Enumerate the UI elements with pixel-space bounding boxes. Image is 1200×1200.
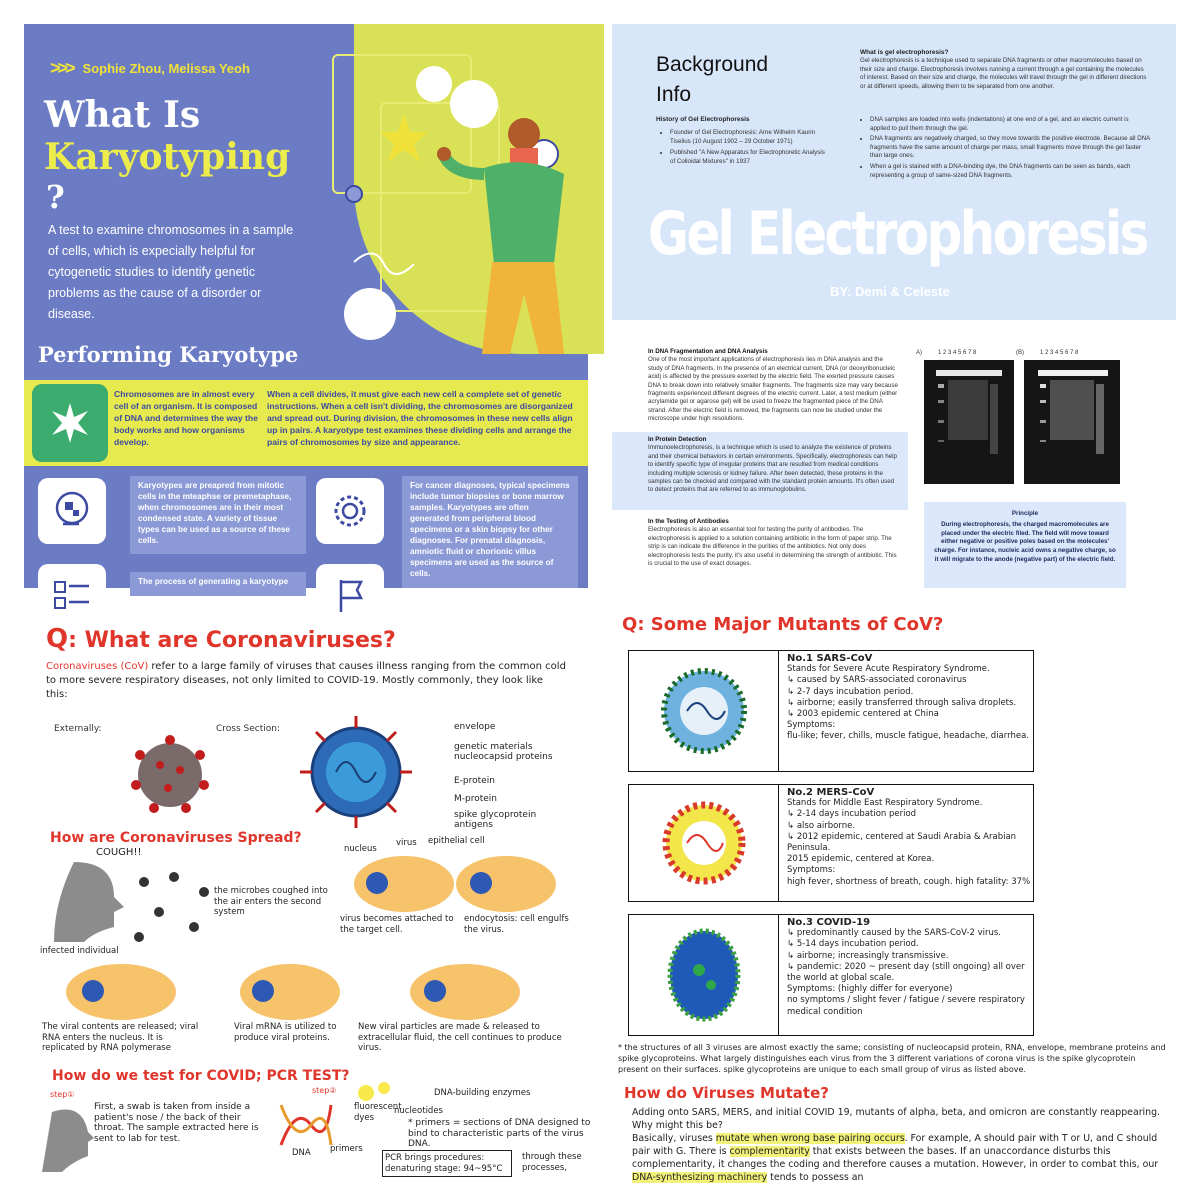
- definition-text: refer to a large family of viruses that causes illness ranging from the common cold to more severe respiratory diseases, not only limited to COVID-19. Mostly commonly, they look like this:: [46, 661, 566, 700]
- mutant-box-sars: [628, 650, 1034, 772]
- intro-text: A test to examine chromosomes in a sample of cells, which is expecially helpful for cytogenetic studies to identify genetic problems as the cause of a disorder or disease.: [48, 223, 294, 321]
- pcr-stage-box: PCR brings procedures: denaturing stage: 94~95°C: [382, 1150, 512, 1177]
- title-line-1: What Is: [44, 94, 201, 136]
- section-heading: Performing Karyotype: [38, 342, 299, 367]
- question-title: [622, 614, 943, 635]
- antibody-section: [648, 518, 898, 568]
- card-text-3: The process of generating a karyotype: [130, 572, 306, 596]
- virus-label: virus: [396, 838, 417, 848]
- step-3-text: The viral contents are released; viral RNA enters the nucleus. It is replicated by RNA polymerase: [42, 1022, 199, 1053]
- question-text: : What are Coronaviruses?: [68, 628, 396, 653]
- authors: Sophie Zhou, Melissa Yeoh: [82, 61, 250, 76]
- structure-note: * the structures of all 3 viruses are almost exactly the same; consisting of nucleocapsid protein, RNA, envelope, membrane proteins and spike glycoproteins. What largely distinguishes each virus from the 3 different variations of corona virus is the spike glycoprotein present on their surfaces. spike glycoproteins are unique to each small group of virus as listed above.: [618, 1043, 1166, 1074]
- cov-mutants-notes: [612, 612, 1176, 1183]
- background-info-title: Background Info: [656, 53, 769, 106]
- protein-section: [648, 436, 898, 495]
- big-title: Gel Electrophoresis: [648, 199, 1147, 269]
- section-heading: In DNA Fragmentation and DNA Analysis: [648, 348, 768, 355]
- band-text-1: Chromosomes are in almost every cell of an organism. It is composed of DNA and determines the way the body works and how organisms develop.: [114, 389, 258, 447]
- q-mark: Q: [622, 614, 638, 635]
- section-text: One of the most important applications of electrophoresis lies in DNA analysis and the study of DNA fragments. In the presence of an electrical current, DNA (or deoxyribonucleic acid) is affected by the pressure exerted by the electric field. The exerted pressure causes DNA to break down into relatively smaller fragments. The fragments size may vary because fragments experienced different degrees of the electric current. Later, a test medium (either acrylamide gel or agarose gel) will be used to freeze the fragmented piece of the DNA strand. After the electric field is removed, the fragments can now be studied under the microscope under high resolutions.: [648, 356, 898, 423]
- part-label: envelope: [454, 722, 496, 732]
- nucleus-label: nucleus: [344, 844, 377, 854]
- box-title: No.1 SARS-CoV: [787, 653, 873, 664]
- text-span: tends to possess an: [767, 1172, 864, 1183]
- band-text-2: When a cell divides, it must give each new cell a complete set of genetic instructions. When a cell isn't dividing, the chromosomes are disorganized and spread out. During division, the chromosomes in these new cells align up in pairs. A karyotype test examines these dividing cells and arrange the pairs of chromosomes by size and appearance.: [267, 389, 573, 447]
- box-line: ↳ also airborne.: [787, 820, 856, 831]
- infected-label: infected individual: [40, 946, 119, 956]
- primers-label: primers: [330, 1144, 363, 1154]
- question-title: [46, 624, 396, 654]
- box-text: [787, 787, 1032, 888]
- box-text: [787, 653, 1032, 743]
- cough-text: COUGH!!: [96, 847, 142, 858]
- box-title: No.3 COVID-19: [787, 917, 871, 928]
- box-line: ↳ 2-14 days incubation period: [787, 809, 917, 820]
- gel-image-a: [924, 360, 1014, 484]
- box-line: Symptoms: (highly differ for everyone): [787, 984, 953, 995]
- part-label: spike glycoprotein antigens: [454, 810, 537, 830]
- how-heading: How do Viruses Mutate?: [624, 1084, 829, 1102]
- step-4-text: Viral mRNA is utilized to produce viral proteins.: [234, 1022, 337, 1043]
- swab-person-illustration: [42, 1102, 102, 1172]
- definition: [46, 660, 566, 702]
- through-text: through these processes,: [522, 1152, 582, 1173]
- by-line: BY: Demi & Celeste: [830, 284, 950, 299]
- step-2-text: endocytosis: cell engulfs the virus.: [464, 914, 569, 935]
- card-text-1: Karyotypes are preapred from mitotic cells in the mteaphse or premetaphase, when chromosomes are in their most condensed state. A variety of tissue types can be used as a source of these cells.: [130, 476, 306, 554]
- cell-nucleus: [424, 980, 446, 1002]
- highlighted-text: DNA-synthesizing machinery: [632, 1172, 768, 1183]
- part-label: M-protein: [454, 794, 498, 804]
- pcr-heading: How do we test for COVID; PCR TEST?: [52, 1068, 350, 1084]
- covid19-virus-illustration: [629, 915, 779, 1035]
- nucleotides-label: nucleotides: [394, 1106, 443, 1116]
- list-item: • When a gel is stained with a DNA-binding dye, the DNA fragments can be seen as bands, each representing a group of same-sized DNA fragments.: [870, 163, 1150, 180]
- arrows-icon: >>>: [50, 58, 73, 78]
- puzzle-head-icon: [38, 478, 106, 544]
- section-text: Immunoelectrophoresis, is a technique which is used to analyze the existence of proteins and their chemical behaviors in certain environments. Specifically, electrophoresis can help to identify specific type of irregular proteins that are resulted from medical conditions including multiple sclerosis or kidney failure. After been detected, these proteins in the samples can be checked and compared with the standard protein amounts. It's often used to detect proteins that are referred to as immunoglobulins.: [648, 444, 897, 494]
- karyotyping-poster: [24, 24, 588, 588]
- box-line: Symptoms:: [787, 720, 836, 731]
- author-row: [50, 58, 250, 79]
- what-list: [860, 116, 1150, 182]
- virus-cross-section-illustration: [296, 712, 416, 832]
- spread-note: the microbes coughed into the air enters the second system: [214, 886, 328, 917]
- fluorescent-label: fluorescent dyes: [354, 1102, 402, 1123]
- mutant-box-mers: [628, 784, 1034, 902]
- what-text: Gel electrophoresis is a technique used to separate DNA fragments or other macromolecules based on their size and charge. Electrophoresis involves running a current through a gel containing the molecules of interest. Based on their size and charge, the molecules will travel through the gel in different directions or at different speeds, allowing them to be separated from one another.: [860, 57, 1147, 90]
- gel-electrophoresis-cover: [612, 24, 1176, 320]
- person-illustration: [314, 44, 584, 364]
- step-1-text: virus becomes attached to the target cell.: [340, 914, 454, 935]
- section-heading: In the Testing of Antibodies: [648, 518, 729, 525]
- title-line-2: Karyotyping: [44, 136, 291, 178]
- principle-heading: Principle: [1011, 510, 1039, 517]
- text-span: . For example, A should pair with T or U, and C should pair with G. There is: [632, 1133, 1158, 1157]
- principle-box: [924, 502, 1126, 588]
- how-paragraph-2: [632, 1132, 1172, 1184]
- box-line: ↳ caused by SARS-associated coronavirus: [787, 675, 967, 686]
- box-line: ↳ 2012 epidemic, centered at Saudi Arabia & Arabian Peninsula.: [787, 831, 1017, 854]
- section-heading: In Protein Detection: [648, 436, 707, 443]
- cell-nucleus: [470, 872, 492, 894]
- mers-virus-illustration: [629, 785, 779, 901]
- list-item: • DNA fragments are negatively charged, so they move towards the positive electrode. Because all DNA fragments have the same amount of charge per mass, small fragments move through the gel faster than large ones.: [870, 135, 1150, 161]
- pcr-step-1-text: First, a swab is taken from inside a patient's nose / the back of their throat. The sample extracted here is sent to lab for test.: [94, 1102, 259, 1144]
- history-heading: History of Gel Electrophoresis: [656, 116, 750, 123]
- gel-a-label: A): [916, 350, 922, 356]
- gel-b-lanes: 1 2 3 4 5 6 7 8: [1040, 350, 1079, 356]
- definition-term: Coronaviruses (CoV): [46, 661, 149, 672]
- box-line: ↳ pandemic: 2020 ~ present day (still ongoing) all over the world at global scale.: [787, 961, 1025, 984]
- airborne-virus-particles: [124, 862, 224, 952]
- card-text-2: For cancer diagnoses, typical specimens include tumor biopsies or bone marrow samples. Karyotypes are often generated from peripheral blood specimens or a skin biopsy for other diagnoses. For prenatal diagnosis, amniotic fluid or chorionic villus specimens are used as the source of cells.: [402, 476, 578, 588]
- primers-definition: * primers = sections of DNA designed to bind to characteristic parts of the virus DNA.: [408, 1118, 591, 1149]
- how-text: [632, 1106, 1172, 1184]
- box-line: Stands for Middle East Respiratory Syndrome.: [787, 798, 983, 809]
- how-paragraph-1: Adding onto SARS, MERS, and initial COVID 19, mutants of alpha, beta, and omicron are constantly reappearing. Why might this be?: [632, 1107, 1161, 1131]
- externally-label: Externally:: [54, 724, 102, 734]
- enzymes-label: DNA-building enzymes: [434, 1088, 531, 1098]
- pcr-step-1-label: step①: [50, 1090, 75, 1099]
- question-text: : Some Major Mutants of CoV?: [637, 614, 944, 635]
- principle-text: During electrophoresis, the charged macromolecules are placed under the electric filed. The field will move toward either negative or positive poles based on the molecules' charge. For instance, nucleic acid owns a negative charge, so it will migrate to the anode (negative part) of the electric field.: [934, 520, 1116, 563]
- gel-b-label: (B): [1016, 350, 1024, 356]
- part-label: E-protein: [454, 776, 495, 786]
- gel-applications: [612, 332, 1176, 588]
- box-text: [787, 917, 1032, 1018]
- fragmentation-section: [648, 348, 898, 424]
- box-line: ↳ 2-7 days incubation period.: [787, 686, 914, 697]
- coronavirus-notes: [24, 612, 591, 1176]
- text-span: that exists between the bases. If an unaccordance disturbs this complementarity, it changes the coding and therefore causes a mutation. However, in order to combat this, our: [632, 1146, 1159, 1170]
- box-line: Symptoms:: [787, 865, 836, 876]
- list-item: • Published "A New Apparatus for Electrophoretic Analysis of Colloidal Mixtures" in 1937: [670, 148, 827, 166]
- highlighted-text: mutate when wrong base pairing occurs: [715, 1133, 905, 1144]
- section-text: Electrophoresis is also an essential tool for testing the purity of antibodies. The electrophoresis is applied to a solution containing antibiotic in the form of paper strip. The strip is can indicate the difference in the purities of the antibiotics. Not only does electrophoresis tests the purity, it's also useful in determining the strength of antibiotic. This is crucial to the use of exact dosages.: [648, 526, 897, 568]
- dna-label: DNA: [292, 1148, 311, 1158]
- q-mark: Q: [46, 624, 69, 654]
- cell-nucleus: [366, 872, 388, 894]
- box-line: Stands for Severe Acute Respiratory Syndrome.: [787, 664, 990, 675]
- box-line: ↳ airborne; increasingly transmissive.: [787, 950, 949, 961]
- sars-virus-illustration: [629, 651, 779, 771]
- epithelial-label: epithelial cell: [428, 836, 485, 846]
- box-line: ↳ airborne; easily transferred through saliva droplets.: [787, 697, 1017, 708]
- box-line: high fever, shortness of breath, cough. high fatality: 37%: [787, 876, 1031, 887]
- part-label: genetic materials nucleocapsid proteins: [454, 742, 553, 762]
- gel-image-b: [1024, 360, 1120, 484]
- virus-exterior-illustration: [120, 730, 220, 820]
- highlighted-text: complementarity: [729, 1146, 810, 1157]
- dna-icon: [276, 1100, 336, 1150]
- history-list: [662, 128, 827, 168]
- step-5-text: New viral particles are made & released to extracellular fluid, the cell continues to produce virus.: [358, 1022, 562, 1053]
- title-line-3: ?: [46, 178, 65, 216]
- list-item: • DNA samples are loaded into wells (indentations) at one end of a gel, and an electric current is applied to pull them through the gel.: [870, 116, 1150, 133]
- box-title: No.2 MERS-CoV: [787, 787, 875, 798]
- box-line: ↳ predominantly caused by the SARS-CoV-2 virus.: [787, 928, 1001, 939]
- cell-nucleus: [82, 980, 104, 1002]
- gel-a-lanes: 1 2 3 4 5 6 7 8: [938, 350, 977, 356]
- box-line: no symptoms / slight fever / fatigue / severe respiratory medical condition: [787, 995, 1025, 1017]
- what-heading: What is gel electrophoresis?: [860, 49, 949, 56]
- cell-nucleus: [252, 980, 274, 1002]
- box-line: flu-like; fever, chills, muscle fatigue, headache, diarrhea.: [787, 731, 1029, 742]
- pcr-step-2-label: step②: [312, 1086, 337, 1095]
- mutant-box-covid19: [628, 914, 1034, 1036]
- box-line: 2015 epidemic, centered at Korea.: [787, 854, 935, 865]
- text-span: Basically, viruses: [632, 1133, 716, 1144]
- box-line: ↳ 2003 epidemic centered at China: [787, 709, 939, 720]
- gear-icon: [316, 478, 384, 544]
- star-icon: [32, 384, 108, 462]
- box-line: ↳ 5-14 days incubation period.: [787, 939, 919, 950]
- cross-section-label: Cross Section:: [216, 724, 281, 734]
- list-item: • Founder of Gel Electrophoresis: Arne Wilhelm Kaurin Tiselius (10 August 1902 – 29 October 1971): [670, 128, 827, 146]
- spread-heading: How are Coronaviruses Spread?: [50, 830, 302, 846]
